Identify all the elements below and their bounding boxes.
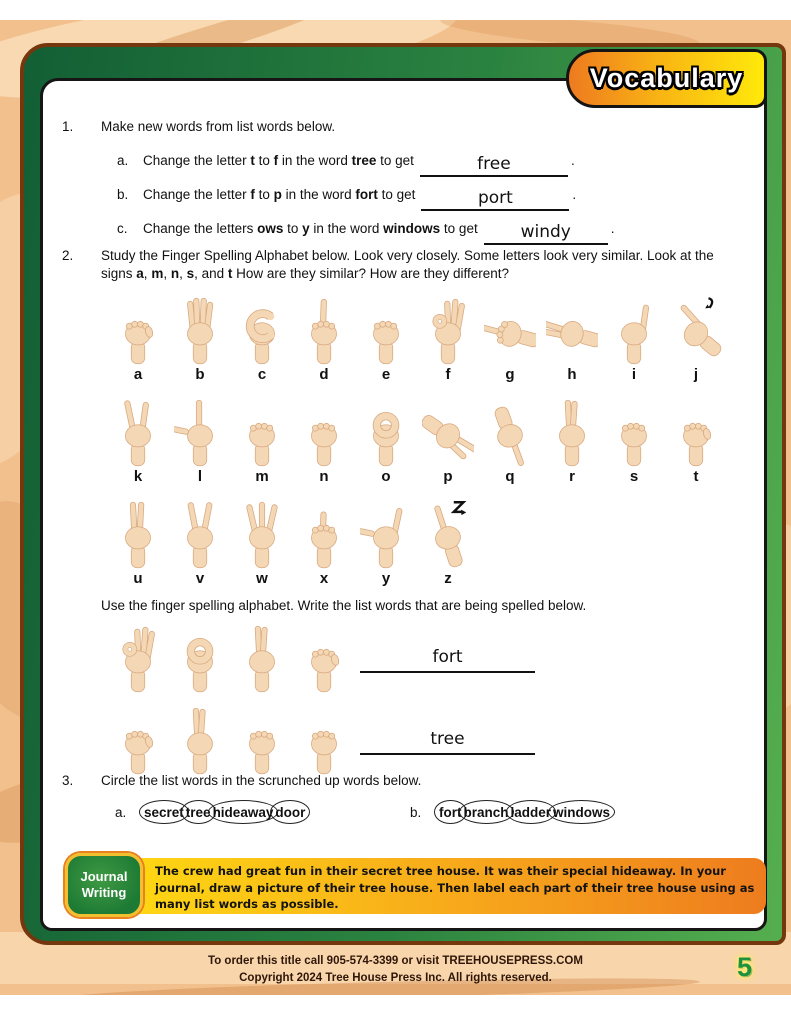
answer-blank [420,156,568,177]
asl-hand-e-icon [236,705,288,775]
asl-hand-i [603,295,665,383]
scrunched-words [143,805,306,820]
asl-hand-q [479,397,541,485]
letter-label: u [133,570,143,587]
asl-hand-x [293,499,355,587]
handwritten-answer: tree [430,729,465,749]
journal-text-box [101,858,766,914]
q1-number: 1. [62,119,74,134]
letter-label: s [629,468,639,485]
asl-hand-n [293,397,355,485]
asl-hand-j [665,295,727,383]
letter-label: z [444,570,452,587]
letter-label: n [319,468,329,485]
asl-hand-t [665,397,727,485]
asl-hand-l-icon [174,397,226,467]
footer-copyright-line: Copyright 2024 Tree House Press Inc. All rights reserved. [239,972,552,985]
letter-label: d [319,366,329,383]
bold-word: p [273,187,282,202]
letter-label: w [256,570,268,587]
asl-hand-d [293,295,355,383]
asl-hand-t [107,705,169,775]
letter-label: i [631,366,637,383]
bold-word: a [136,266,144,281]
alphabet-row-1 [107,295,727,383]
item-period: . [610,221,615,236]
asl-hand-b [169,295,231,383]
asl-hand-n-icon [298,397,350,467]
worksheet-panel [40,78,767,931]
letter-label: p [443,468,453,485]
asl-hand-h [541,295,603,383]
letter-label: f [445,366,451,383]
text-run: to [254,153,274,168]
q1-item-b [117,187,576,211]
asl-hand-o [169,623,231,693]
handwritten-answer: fort [432,647,463,667]
letter-label: l [197,468,203,485]
text-run: in the word [278,153,352,168]
text-run: Change the letter [143,187,251,202]
asl-hand-r [169,705,231,775]
item-text [143,221,478,236]
bold-word: f [273,153,279,168]
journal-writing-section [43,853,770,919]
bold-word: m [151,266,164,281]
asl-hand-w-icon [236,499,288,569]
asl-hand-k-icon [112,397,164,467]
item-label: b. [117,187,129,202]
handwritten-answer: port [477,188,513,208]
page-title: Vocabulary [589,63,744,93]
item-period: . [570,153,575,168]
asl-hand-s [603,397,665,485]
text-run: to get [376,153,414,168]
asl-hand-k [107,397,169,485]
asl-hand-d-icon [298,295,350,365]
text-run: , [143,266,152,281]
letter-label: r [569,468,575,485]
bold-word: n [170,266,180,281]
circled-word: hideaway [212,805,274,820]
bold-word: ows [257,221,284,236]
asl-hand-o-icon [174,623,226,693]
asl-hand-l [169,397,231,485]
asl-hand-z-icon [422,499,474,569]
answer-blank [484,224,608,245]
letter-label: q [505,468,515,485]
item-label: a. [115,805,127,820]
letter-label: c [257,366,267,383]
letter-label: g [505,366,515,383]
text-run: in the word [281,187,356,202]
asl-hand-r-icon [174,705,226,775]
answer-blank [421,190,569,211]
text-run: How are they similar? How are they different? [232,266,510,281]
asl-hand-o [355,397,417,485]
alphabet-row-2 [107,397,727,485]
letter-label: m [255,468,269,485]
asl-hand-x-icon [298,499,350,569]
asl-hand-p [417,397,479,485]
asl-hand-e [293,705,355,775]
letter-label: t [693,468,699,485]
page-number: 5 [737,952,753,982]
q1-item-a [117,153,575,177]
text-run: to get [440,221,478,236]
asl-hand-y-icon [360,499,412,569]
asl-hand-e-icon [298,705,350,775]
text-run: Change the letter [143,153,251,168]
spelled-word-row-1 [107,623,727,707]
footer-order-line: To order this title call 905-574-3399 or visit TREEHOUSEPRESS.COM [208,955,583,967]
handwritten-answer: windy [520,222,571,242]
asl-hand-r [231,623,293,693]
letter-label: y [381,570,391,587]
circled-word: tree [185,805,211,820]
text-run: in the word [309,221,384,236]
bold-word: y [302,221,310,236]
asl-hand-b-icon [174,295,226,365]
q2-number: 2. [62,248,74,263]
text-run: , [163,266,171,281]
q3-item-a [115,805,306,820]
asl-hand-t [293,623,355,693]
item-label: a. [117,153,129,168]
bold-word: s [186,266,195,281]
bold-word: t [250,153,255,168]
q3-number: 3. [62,773,74,788]
asl-hand-i-icon [608,295,660,365]
item-text [143,187,415,202]
circled-word: ladder [510,805,552,820]
journal-writing-badge [65,853,143,917]
asl-hand-f [107,623,169,693]
asl-hand-e [355,295,417,383]
circled-word: secret [144,805,184,820]
asl-hand-q-icon [484,397,536,467]
asl-hand-u-icon [112,499,164,569]
letter-label: v [195,570,205,587]
asl-hand-h-icon [546,295,598,365]
q3-prompt: Circle the list words in the scrunched up words below. [101,773,422,788]
text-run: to [283,221,303,236]
letter-label: b [195,366,205,383]
item-label: c. [117,221,128,236]
asl-hand-r [541,397,603,485]
asl-hand-a-icon [112,295,164,365]
journal-badge-label: Journal Writing [80,868,128,900]
asl-hand-f-icon [112,623,164,693]
item-period: . [572,187,577,202]
text-run: , [179,266,187,281]
spelling-prompt: Use the finger spelling alphabet. Write the list words that are being spelled below. [101,598,587,613]
circled-word: branch [463,805,509,820]
asl-hand-s-icon [608,397,660,467]
bold-word: t [227,266,233,281]
asl-hand-f-icon [422,295,474,365]
asl-hand-v-icon [174,499,226,569]
handwritten-answer: free [477,154,511,174]
circled-word: fort [439,805,462,820]
asl-hand-g-icon [484,295,536,365]
asl-hand-r-icon [546,397,598,467]
asl-hand-w [231,499,293,587]
q1-item-c [117,221,614,245]
item-text [143,153,414,168]
letter-label: o [381,468,391,485]
text-run: to get [377,187,416,202]
letter-label: k [133,468,143,485]
alphabet-row-3 [107,499,479,587]
asl-hand-g [479,295,541,383]
q2-prompt-line2 [101,266,509,281]
text-run: signs [101,266,137,281]
answer-line [360,729,535,755]
bold-word: tree [351,153,377,168]
journal-text: The crew had great fun in their secret tree house. It was their special hideaway. In your journal, draw a picture of their tree house. Then label each part of their tree house using as many list words as possible. [155,864,755,912]
bold-word: fort [355,187,378,202]
asl-hand-m-icon [236,397,288,467]
asl-hand-u [107,499,169,587]
asl-hand-m [231,397,293,485]
asl-hand-z [417,499,479,587]
item-label: b. [410,805,422,820]
asl-hand-c-icon [236,295,288,365]
asl-hand-t-icon [112,705,164,775]
letter-label: e [381,366,391,383]
text-run: , and [194,266,228,281]
q2-prompt-line1: Study the Finger Spelling Alphabet below. Look very closely. Some letters look very similar. Look at the [101,248,714,263]
asl-hand-a [107,295,169,383]
text-run: Change the letters [143,221,258,236]
asl-hand-p-icon [422,397,474,467]
asl-hand-t-icon [298,623,350,693]
q1-prompt: Make new words from list words below. [101,119,336,134]
circled-word: windows [553,805,611,820]
asl-hand-e [231,705,293,775]
circled-word: door [275,805,306,820]
footer [0,953,791,988]
asl-hand-o-icon [360,397,412,467]
asl-hand-f [417,295,479,383]
bold-word: f [250,187,255,202]
asl-hand-t-icon [670,397,722,467]
asl-hand-e-icon [360,295,412,365]
asl-hand-y [355,499,417,587]
letter-label: x [319,570,329,587]
text-run: to [254,187,274,202]
asl-hand-j-icon [670,295,722,365]
asl-hand-c [231,295,293,383]
letter-label: a [133,366,143,383]
letter-label: h [567,366,577,383]
q3-item-b [410,805,611,820]
asl-hand-v [169,499,231,587]
answer-line [360,647,535,673]
scrunched-words [438,805,611,820]
letter-label: j [693,366,699,383]
vocabulary-header-badge [566,49,767,108]
asl-hand-r-icon [236,623,288,693]
bold-word: windows [383,221,441,236]
